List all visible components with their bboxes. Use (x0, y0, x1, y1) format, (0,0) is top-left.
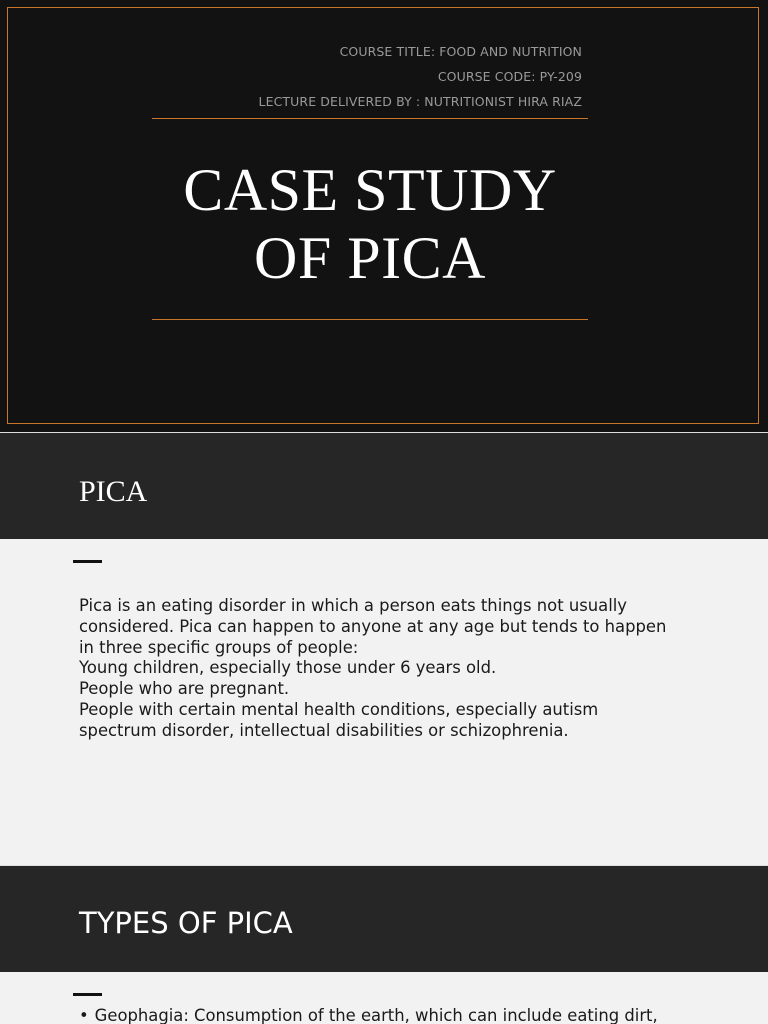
slide-heading: PICA (79, 475, 148, 508)
slide-body-text (79, 596, 719, 742)
course-code-label: COURSE CODE: PY-209 (437, 69, 582, 84)
title-slide[interactable] (0, 0, 768, 432)
title-line-2: OF PICA (254, 225, 486, 291)
accent-dash (73, 993, 102, 996)
body-line: considered. Pica can happen to anyone at any age but tends to happen (79, 616, 667, 636)
presentation-title (152, 156, 588, 292)
slide-heading: TYPES OF PICA (79, 906, 293, 940)
body-line: spectrum disorder, intellectual disabilities or schizophrenia. (79, 720, 569, 740)
types-of-pica-slide[interactable] (0, 866, 768, 1024)
pica-slide[interactable] (0, 433, 768, 865)
list-item: • Geophagia: Consumption of the earth, which can include eating dirt, (79, 1006, 719, 1024)
lecturer-label: LECTURE DELIVERED BY : NUTRITIONIST HIRA RIAZ (258, 94, 582, 109)
body-line: Young children, especially those under 6 years old. (79, 658, 497, 678)
course-title-label: COURSE TITLE: FOOD AND NUTRITION (339, 44, 582, 59)
accent-dash (73, 560, 102, 563)
body-line: People who are pregnant. (79, 679, 290, 699)
body-line: People with certain mental health conditions, especially autism (79, 699, 599, 719)
body-line: in three specific groups of people: (79, 637, 359, 657)
types-bullet-list (79, 1006, 719, 1024)
title-line-1: CASE STUDY (183, 157, 557, 223)
body-line: Pica is an eating disorder in which a person eats things not usually (79, 596, 628, 615)
title-top-divider (152, 118, 588, 119)
slide-header-band (0, 433, 768, 539)
title-bottom-divider (152, 319, 588, 320)
slide-header-band (0, 866, 768, 972)
